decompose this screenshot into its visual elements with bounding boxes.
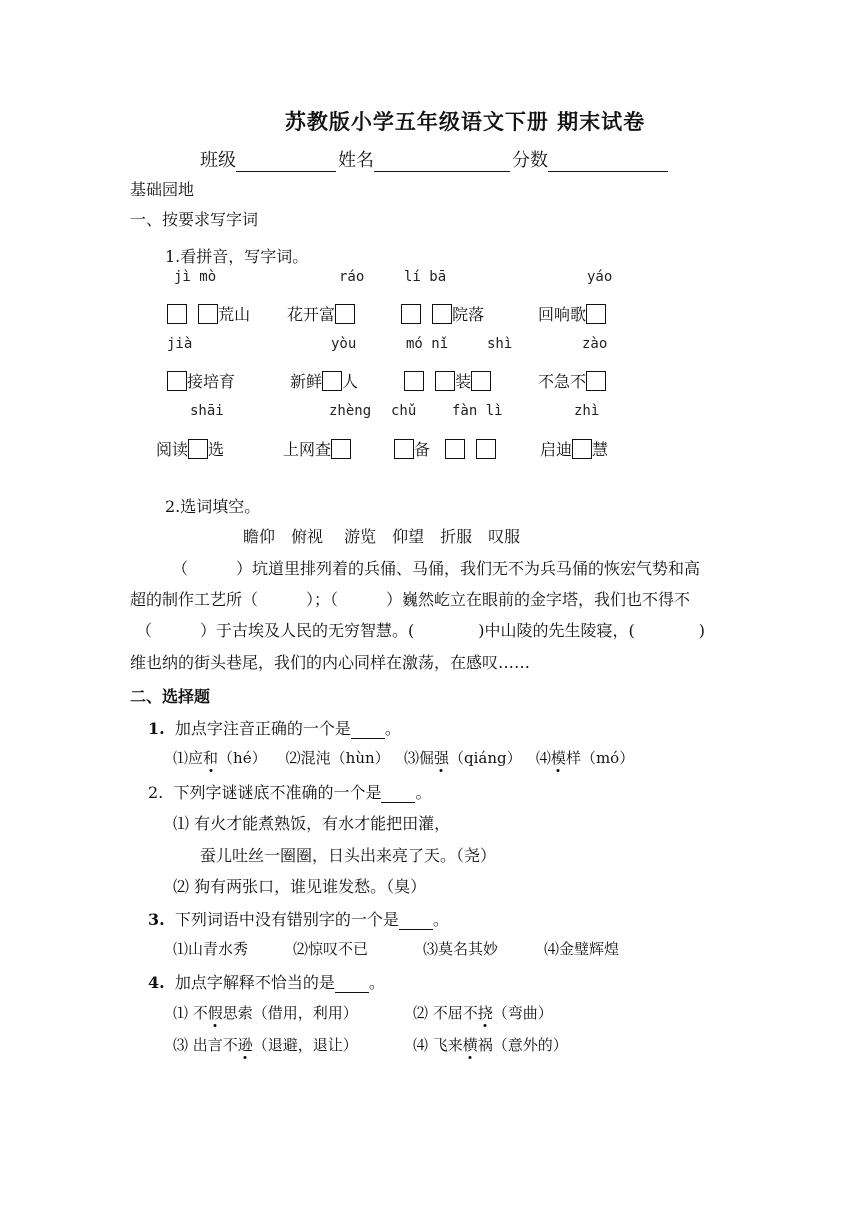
q2-label: 2.选词填空。	[165, 497, 261, 516]
vocab-row-1c	[401, 302, 484, 325]
q3-option-3: ⑶莫名其妙	[423, 940, 499, 958]
score-label: 分数	[512, 150, 548, 171]
option-text: ⑶ 出言不	[173, 1036, 238, 1054]
answer-box[interactable]	[445, 439, 465, 459]
q4-option-1	[173, 1002, 358, 1023]
answer-box[interactable]	[471, 371, 491, 391]
question-4	[148, 970, 385, 993]
vocab-word: 新鲜	[290, 372, 323, 391]
answer-box[interactable]	[404, 371, 424, 391]
q4-option-4	[413, 1034, 568, 1055]
dotted-char: 强	[433, 749, 449, 767]
vocab-word: 上网查	[283, 440, 332, 459]
vocab-row-3b	[283, 437, 351, 460]
answer-box[interactable]	[401, 304, 421, 324]
part2-heading: 二、选择题	[130, 687, 211, 706]
q1-options	[173, 747, 634, 768]
question-2	[148, 780, 431, 803]
vocab-word: 院落	[452, 305, 485, 324]
vocab-row-1	[167, 302, 250, 325]
passage-line: （ ）坑道里排列着的兵俑、马俑，我们无不为兵马俑的恢宏气势和高	[172, 559, 701, 578]
pinyin: lí bā	[404, 269, 447, 285]
answer-box[interactable]	[432, 304, 452, 324]
option-text: （退避，退让）	[252, 1036, 358, 1054]
q4-option-3	[173, 1034, 358, 1055]
vocab-word: 花开富	[287, 305, 336, 324]
answer-box[interactable]	[198, 304, 218, 324]
pinyin: yáo	[587, 269, 613, 285]
vocab-row-1d	[538, 302, 606, 325]
pinyin: ráo	[339, 269, 365, 285]
pinyin: mó nǐ	[406, 336, 449, 352]
question-number: 3.	[148, 910, 165, 929]
answer-box[interactable]	[394, 439, 414, 459]
vocab-row-1b	[287, 302, 355, 325]
pinyin: zhèng	[329, 403, 372, 419]
option-3-rest: （qiáng）	[448, 749, 522, 767]
riddle-line: 蚕儿吐丝一圈圈，日头出来亮了天。（尧）	[200, 846, 497, 865]
pinyin: jià	[167, 336, 193, 352]
answer-box[interactable]	[435, 371, 455, 391]
vocab-word: 人	[342, 372, 359, 391]
vocab-word: 荒山	[218, 305, 251, 324]
question-number: 4.	[148, 973, 165, 992]
vocab-word: 不急不	[538, 372, 587, 391]
name-label: 姓名	[338, 150, 374, 171]
vocab-row-2b	[290, 369, 358, 392]
name-field[interactable]	[374, 151, 510, 172]
vocab-row-3	[156, 437, 224, 460]
pinyin: zhì	[574, 403, 600, 419]
score-field[interactable]	[548, 151, 668, 172]
option-4: ⑷	[535, 749, 551, 767]
option-1-rest: （hé）	[218, 749, 267, 767]
question-number: 1.	[148, 719, 165, 738]
vocab-word: 装	[455, 372, 472, 391]
vocab-word: 回响歌	[538, 305, 587, 324]
pinyin: yòu	[331, 336, 357, 352]
pinyin: shāi	[190, 403, 224, 419]
passage-line: 超的制作工艺所（ ）；（ ）巍然屹立在眼前的金字塔，我们也不得不	[130, 590, 691, 609]
option-text: （弯曲）	[492, 1004, 553, 1022]
answer-box[interactable]	[335, 304, 355, 324]
answer-box[interactable]	[167, 371, 187, 391]
dotted-char: 假	[207, 1004, 223, 1022]
vocab-word: 慧	[592, 440, 609, 459]
answer-box[interactable]	[331, 439, 351, 459]
option-text: ⑵ 不屈不	[413, 1004, 478, 1022]
option-text: ⑴ 不	[173, 1004, 208, 1022]
option-2: ⑵混沌（hùn）	[285, 749, 390, 767]
question-stem: 下列词语中没有错别字的一个是	[174, 910, 399, 929]
answer-blank[interactable]	[381, 786, 415, 803]
vocab-word: 接培育	[187, 372, 236, 391]
answer-box[interactable]	[188, 439, 208, 459]
vocab-word: 选	[208, 440, 225, 459]
riddle-line: ⑴ 有火才能煮熟饭，有水才能把田灌，	[173, 814, 451, 833]
answer-blank[interactable]	[351, 722, 385, 739]
vocab-row-3c	[394, 437, 496, 460]
dotted-char: 逊	[237, 1036, 253, 1054]
question-3	[148, 907, 449, 930]
answer-box[interactable]	[586, 304, 606, 324]
part1-heading: 一、按要求写字词	[130, 210, 259, 229]
pinyin: zào	[582, 336, 608, 352]
class-field[interactable]	[236, 151, 336, 172]
option-text: 思索（借用，利用）	[222, 1004, 358, 1022]
vocab-row-2d	[538, 369, 606, 392]
answer-box[interactable]	[476, 439, 496, 459]
question-number: 2.	[148, 783, 164, 802]
option-text: ⑷ 飞来	[413, 1036, 463, 1054]
passage-line: （ ）于古埃及人民的无穷智慧。( )中山陵的先生陵寝，( )	[136, 621, 705, 640]
vocab-word: 备	[414, 440, 431, 459]
answer-box[interactable]	[586, 371, 606, 391]
question-stem: 加点字注音正确的一个是	[174, 719, 351, 738]
pinyin: fàn lì	[452, 403, 503, 419]
riddle-line: ⑵ 狗有两张口，谁见谁发愁。（臭）	[173, 877, 427, 896]
pinyin: jì mò	[174, 269, 217, 285]
option-4-rest: 样（mó）	[565, 749, 635, 767]
dotted-char: 模	[550, 749, 566, 767]
vocab-row-2	[167, 369, 235, 392]
vocab-row-3d	[540, 437, 608, 460]
q3-option-2: ⑵惊叹不已	[293, 940, 369, 958]
pinyin: chǔ	[391, 403, 417, 419]
answer-blank[interactable]	[335, 976, 369, 993]
punct: 。	[415, 783, 432, 802]
punct: 。	[432, 910, 449, 929]
vocab-word: 阅读	[156, 440, 189, 459]
q3-option-1: ⑴山青水秀	[173, 940, 249, 958]
punct: 。	[384, 719, 401, 738]
dotted-char: 挠	[477, 1004, 493, 1022]
answer-blank[interactable]	[399, 913, 433, 930]
section-base: 基础园地	[130, 180, 195, 199]
answer-box[interactable]	[572, 439, 592, 459]
answer-box[interactable]	[322, 371, 342, 391]
dotted-char: 横	[462, 1036, 478, 1054]
option-3: ⑶倔	[403, 749, 434, 767]
question-stem: 下列字谜谜底不准确的一个是	[173, 783, 382, 802]
pinyin: shì	[487, 336, 513, 352]
vocab-word: 启迪	[540, 440, 573, 459]
q3-option-4: ⑷金璧辉煌	[544, 940, 620, 958]
q1-label: 1.看拼音，写字词。	[165, 247, 309, 266]
passage-line: 维也纳的街头巷尾，我们的内心同样在激荡，在感叹……	[130, 653, 531, 672]
question-1	[148, 716, 401, 739]
option-1: ⑴应	[173, 749, 204, 767]
dotted-char: 和	[203, 749, 219, 767]
answer-box[interactable]	[167, 304, 187, 324]
punct: 。	[368, 973, 385, 992]
question-stem: 加点字解释不恰当的是	[174, 973, 335, 992]
class-label: 班级	[200, 150, 236, 171]
q4-option-2	[413, 1002, 553, 1023]
page-title: 苏教版小学五年级语文下册 期末试卷	[284, 109, 646, 134]
word-options: 瞻仰 俯视 游览 仰望 折服 叹服	[243, 527, 521, 546]
student-info-line	[200, 146, 670, 172]
option-text: 祸（意外的）	[477, 1036, 568, 1054]
vocab-row-2c	[404, 369, 491, 392]
